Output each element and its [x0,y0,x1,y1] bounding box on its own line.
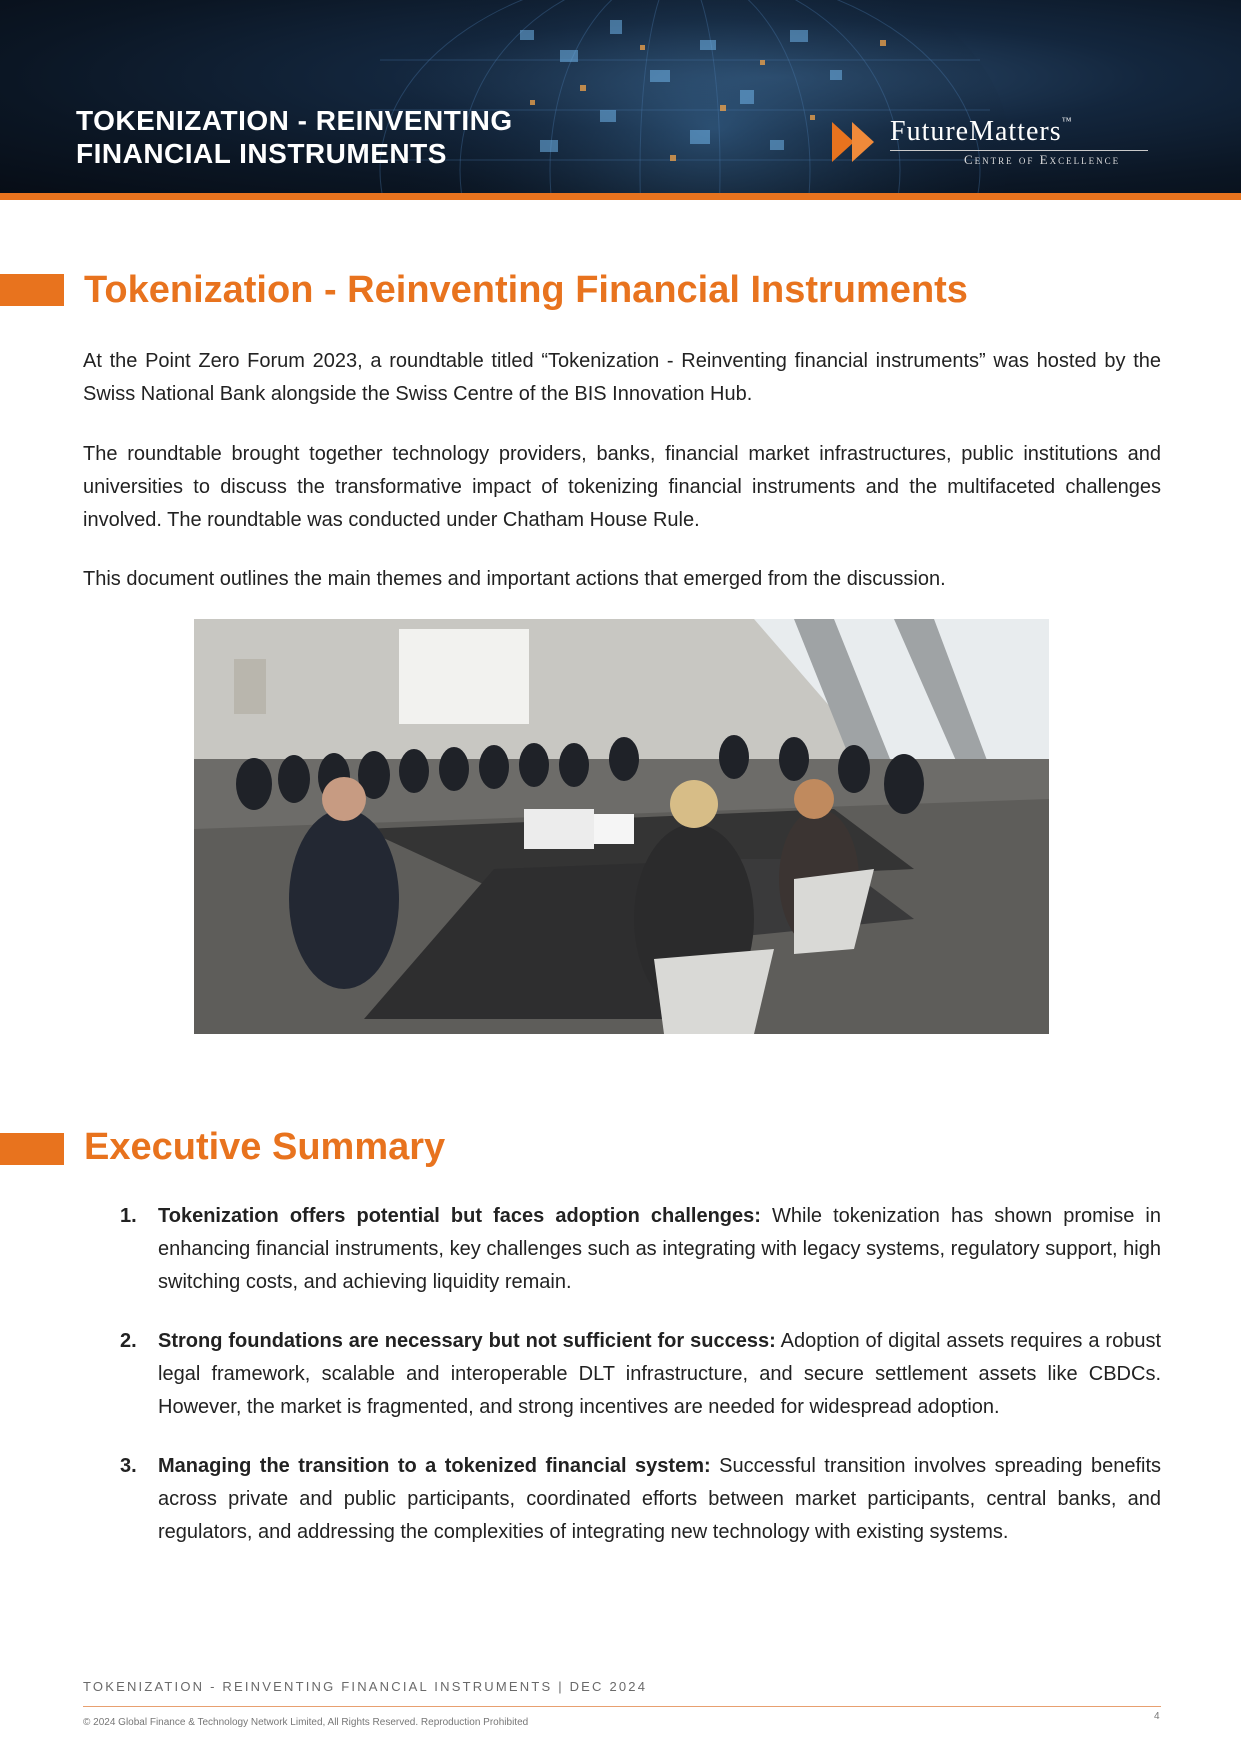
list-item-text: Adoption of digital assets requires a robust legal framework, scalable and interoperable DLT infrastructure, and secure settlement assets like CBDCs. However, the market is fragmented, and strong incentives are needed for widespread adoption. [158,1330,1162,1418]
intro-paragraph: At the Point Zero Forum 2023, a roundtable titled “Tokenization - Reinventing financial instruments” was hosted by the Swiss National Bank alongside the Swiss Centre of the BIS Innovation Hub. [83,350,1161,405]
list-item [110,1325,1161,1424]
header-title-line2: FINANCIAL INSTRUMENTS [76,138,447,169]
list-item [110,1200,1161,1299]
futurematters-logo [832,116,1172,172]
roundtable-paragraph: The roundtable brought together technology providers, banks, financial market infrastructures, public institutions and universities to discuss the transformative impact of tokenizing financial instruments and the multifaceted challenges involved. The roundtable was conducted under Chatham House Rule. [83,443,1161,531]
logo-divider [890,150,1148,151]
executive-summary-list [110,1200,1161,1575]
list-item-number: 2. [120,1330,137,1352]
list-item-heading: Managing the transition to a tokenized financial system: [158,1455,711,1477]
roundtable-photo [194,619,1049,1034]
section-title-tokenization: Tokenization - Reinventing Financial Instruments [84,269,968,311]
logo-trademark: ™ [1061,116,1073,127]
list-item-number: 3. [120,1455,137,1477]
list-item-heading: Tokenization offers potential but faces adoption challenges: [158,1205,761,1227]
logo-wordmark [890,116,1072,148]
logo-subtitle: Centre of Excellence [964,152,1121,167]
header-title [76,104,596,170]
outline-paragraph: This document outlines the main themes and important actions that emerged from the discussion. [83,568,946,590]
footer-copyright: © 2024 Global Finance & Technology Network Limited, All Rights Reserved. Reproduction Prohibited [83,1717,529,1728]
section-title-executive-summary: Executive Summary [84,1126,446,1168]
list-item [110,1450,1161,1549]
page-number: 4 [1154,1711,1160,1722]
header-title-line1: TOKENIZATION - REINVENTING [76,105,513,136]
header-banner [0,0,1241,193]
footer-divider [83,1706,1161,1707]
section-marker [0,1133,64,1165]
list-item-number: 1. [120,1205,137,1227]
double-arrow-icon [832,120,878,164]
header-accent-stripe [0,193,1241,200]
logo-name-text: FutureMatters [890,116,1062,147]
list-item-text: Successful transition involves spreading benefits across private and public participants, coordinated efforts between market participants, central banks, and regulators, and addressing the complexities of integrating new technology with existing systems. [158,1455,1162,1543]
section-marker [0,274,64,306]
footer-document-title: TOKENIZATION - REINVENTING FINANCIAL INSTRUMENTS | DEC 2024 [83,1679,648,1694]
list-item-heading: Strong foundations are necessary but not sufficient for success: [158,1330,776,1352]
list-item-text: While tokenization has shown promise in enhancing financial instruments, key challenges such as integrating with legacy systems, regulatory support, high switching costs, and achieving liquidity remain. [158,1205,1161,1293]
